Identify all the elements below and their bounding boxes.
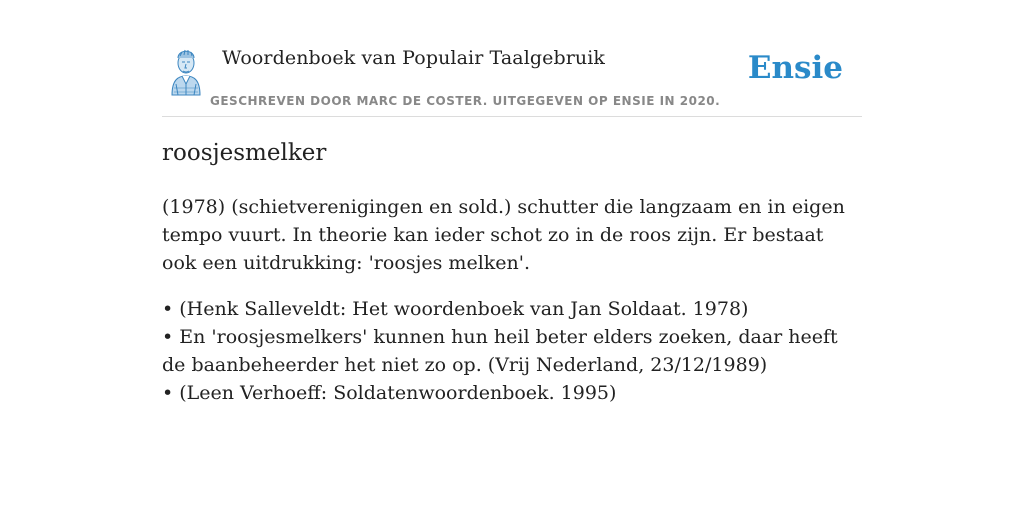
- entry-examples: [162, 295, 862, 407]
- dictionary-header: [162, 40, 862, 117]
- example-item: • En 'roosjesmelkers' kunnen hun heil beter elders zoeken, daar heeft de baanbeheerder het niet zo op. (Vrij Nederland, 23/12/1989): [162, 326, 838, 376]
- example-item: • (Henk Salleveldt: Het woordenboek van Jan Soldaat. 1978): [162, 298, 749, 320]
- author-portrait-icon: [164, 46, 208, 96]
- dictionary-title[interactable]: Woordenboek van Populair Taalgebruik: [222, 47, 606, 69]
- entry-definition: (1978) (schietverenigingen en sold.) schutter die langzaam en in eigen tempo vuurt. In theorie kan ieder schot zo in de roos zijn. Er bestaat ook een uitdrukking: 'roosjes melken'.: [162, 196, 845, 274]
- example-item: • (Leen Verhoeff: Soldatenwoordenboek. 1995): [162, 382, 617, 404]
- ensie-logo[interactable]: Ensie: [747, 50, 843, 86]
- author-byline: GESCHREVEN DOOR MARC DE COSTER. UITGEGEVEN OP ENSIE IN 2020.: [210, 94, 721, 108]
- entry-headword: roosjesmelker: [162, 140, 327, 166]
